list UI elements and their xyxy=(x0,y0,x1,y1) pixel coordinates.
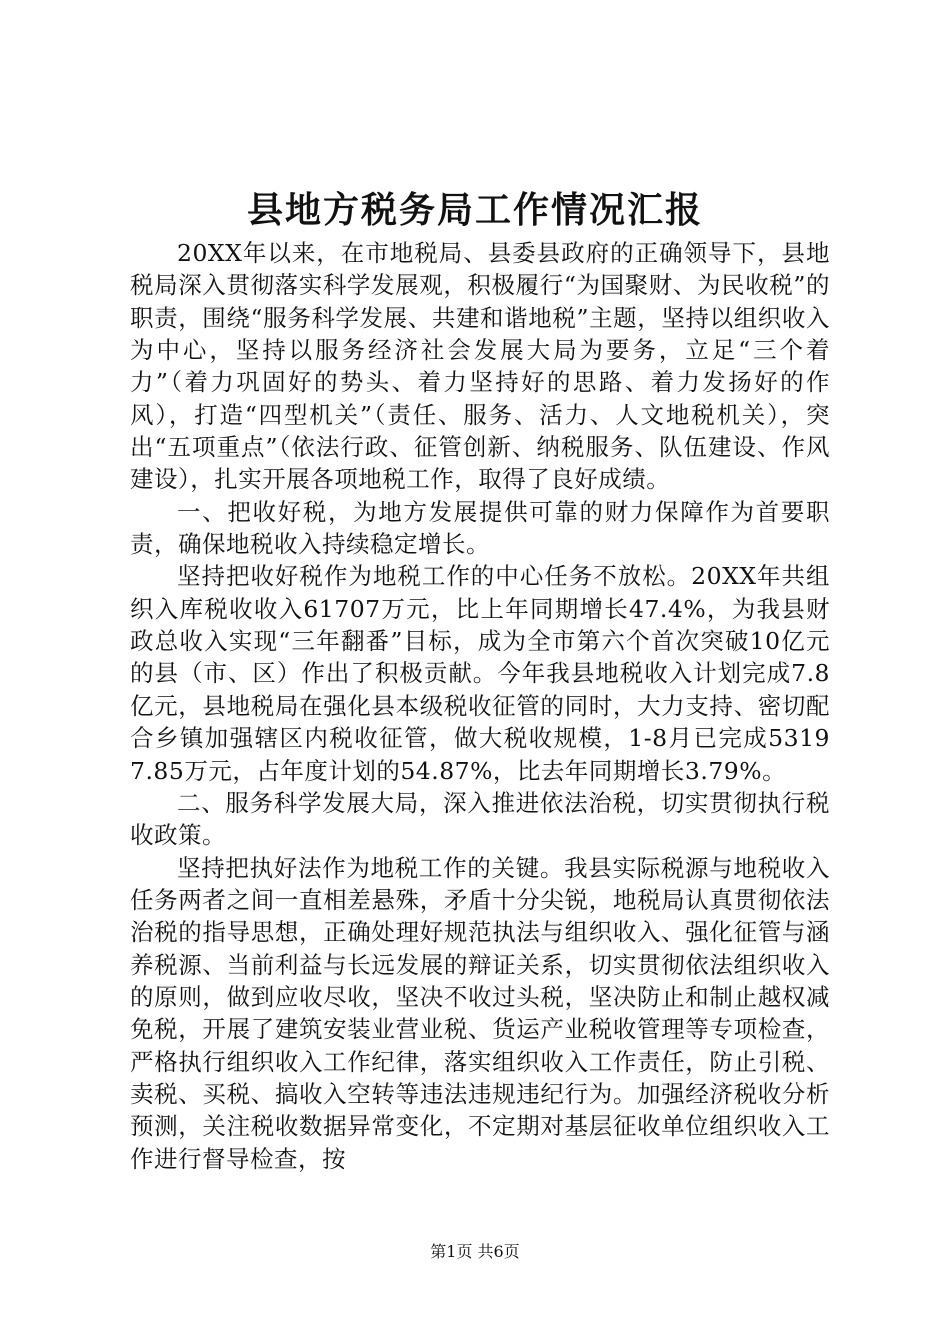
document-body xyxy=(130,237,830,1175)
paragraph-intro: 20XX年以来，在市地税局、县委县政府的正确领导下，县地税局深入贯彻落实科学发展观，积极履行“为国聚财、为民收税”的职责，围绕“服务科学发展、共建和谐地税”主题，坚持以组织收入为中心，坚持以服务经济社会发展大局为要务，立足“三个着力”（着力巩固好的势头、着力坚持好的思路、着力发扬好的作风），打造“四型机关”（责任、服务、活力、人文地税机关），突出“五项重点”（依法行政、征管创新、纳税服务、队伍建设、作风建设），扎实开展各项地税工作，取得了良好成绩。 xyxy=(130,239,830,494)
page-number-footer: 第1页 共6页 xyxy=(430,1242,520,1261)
paragraph-section-1: 坚持把收好税作为地税工作的中心任务不放松。20XX年共组织入库税收收入61707万元，比上年同期增长47.4%，为我县财政总收入实现“三年翻番”目标，成为全市第六个首次突破10亿元的县（市、区）作出了积极贡献。今年我县地税收入计划完成7.8亿元，县地税局在强化县本级税收征管的同时，大力支持、密切配合乡镇加强辖区内税收征管，做大税收规模，1-8月已完成53197.85万元，占年度计划的54.87%，比去年同期增长3.79%。 xyxy=(130,562,830,785)
document-title: 县地方税务局工作情况汇报 xyxy=(246,189,703,231)
paragraph-heading-1: 一、把收好税，为地方发展提供可靠的财力保障作为首要职责，确保地税收入持续稳定增长。 xyxy=(130,497,830,559)
paragraph-heading-2: 二、服务科学发展大局，深入推进依法治税，切实贯彻执行税收政策。 xyxy=(130,788,830,850)
paragraph-section-2: 坚持把执好法作为地税工作的关键。我县实际税源与地税收入任务两者之间一直相差悬殊，矛盾十分尖锐，地税局认真贯彻依法治税的指导思想，正确处理好规范执法与组织收入、强化征管与涵养税源、当前利益与长远发展的辩证关系，切实贯彻依法组织收入的原则，做到应收尽收，坚决不收过头税，坚决防止和制止越权减免税，开展了建筑安装业营业税、货运产业税收管理等专项检查，严格执行组织收入工作纪律，落实组织收入工作责任，防止引税、卖税、买税、搞收入空转等违法违规违纪行为。加强经济税收分析预测，关注税收数据异常变化，不定期对基层征收单位组织收入工作进行督导检查，按 xyxy=(130,853,830,1173)
